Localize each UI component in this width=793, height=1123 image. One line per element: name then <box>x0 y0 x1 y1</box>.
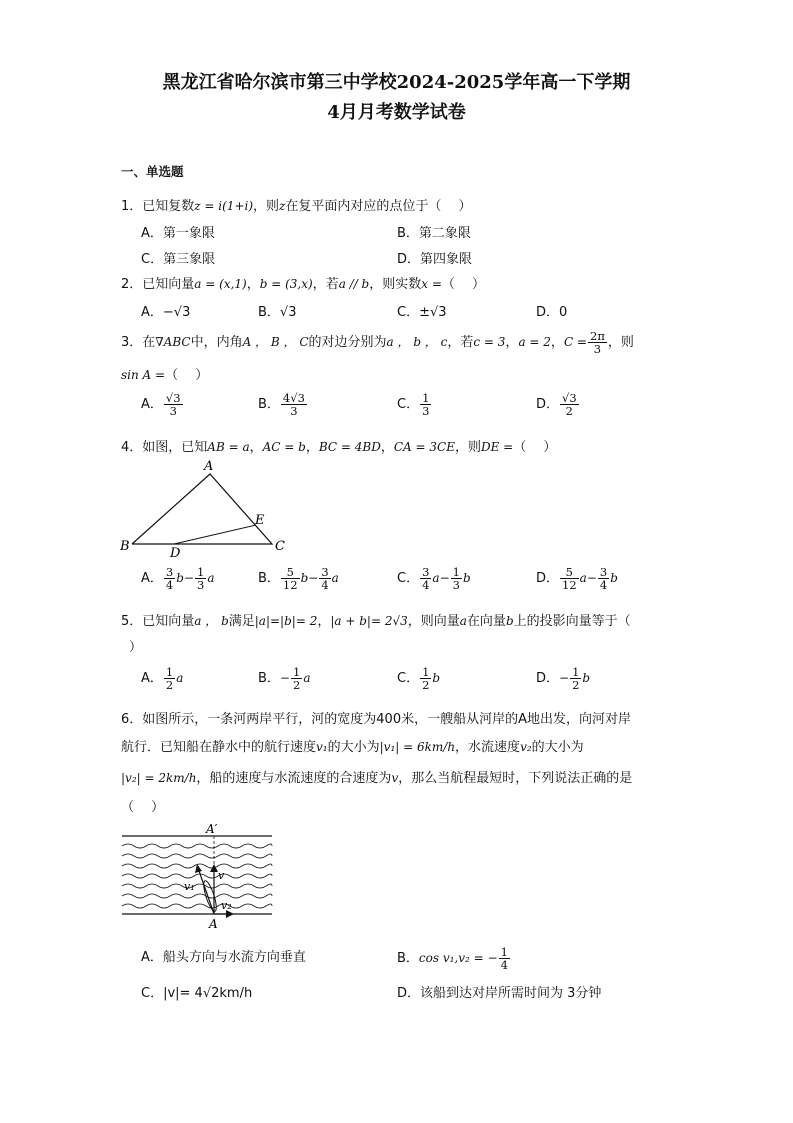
triangle-outline <box>132 474 272 544</box>
q3-mid2: 的对边分别为 <box>308 335 387 351</box>
q6-v1-magnitude: |v₁| = 6km/h <box>379 740 456 754</box>
q5-vb: b <box>505 614 514 628</box>
q3-stem: 3．在 <box>121 335 156 351</box>
q1-var: z <box>279 199 286 213</box>
page-title-line2: 4月月考数学试卷 <box>327 102 466 123</box>
question-1 <box>121 195 472 214</box>
q2-var: x = <box>421 277 442 291</box>
q5-option-a: A． $\frac{1}{2}$ a <box>141 665 184 693</box>
q3-option-b: B． $\frac{4√3}{3}$ <box>258 391 305 419</box>
q5-tail2: 在向量 <box>466 614 506 629</box>
label-a-prime: A′ <box>206 822 218 836</box>
q2-sep: ， <box>246 277 260 292</box>
q5-option-d: D．− $\frac{1}{2}$ b <box>536 665 591 693</box>
river-wave-1 <box>122 844 272 848</box>
vector-v1-head <box>195 864 202 873</box>
q5-close-paren: ） <box>129 640 143 655</box>
q4-paren: （ ） <box>513 440 557 455</box>
triangle-figure <box>118 458 298 558</box>
question-5: 5．已知向量a ， b满足|a|=|b|= 2，|a + b|= 2√3，则向量a在向量b上的投影向量等于（ <box>121 614 631 629</box>
label-a: A <box>204 459 214 474</box>
q5-option-c: C． $\frac{1}{2}$ b <box>397 665 441 693</box>
q3-paren: （ ） <box>165 368 209 383</box>
q4-option-b: B． $\frac{5}{12}$ b− $\frac{3}{4}$ a <box>258 565 339 593</box>
q1-tail2: 在复平面内对应的点位于（ ） <box>285 199 472 214</box>
q2-paren: （ ） <box>441 277 486 292</box>
question-6-paren: （ ） <box>121 800 165 815</box>
question-6-line3: |v₂| = 2km/h，船的速度与水流速度的合速度为v，那么当航程最短时，下列说法正确的是 <box>121 771 633 786</box>
q3-option-c: C． $\frac{1}{3}$ <box>397 391 430 419</box>
q4-v2: AC = b <box>262 440 306 454</box>
label-v: v <box>218 869 225 882</box>
q4-v3: BC = 4BD <box>318 440 381 454</box>
q1-stem: 1．已知复数 <box>121 199 195 214</box>
q1-option-b: B．第二象限 <box>397 226 471 241</box>
label-e: E <box>255 513 265 528</box>
q6-option-b: B．cos v₁,v₂ = − $\frac{1}{4}$ <box>397 945 508 973</box>
q3-sides: a ， b ， c <box>386 335 448 350</box>
q6-v1: v₁ <box>316 740 328 754</box>
q6-v2-magnitude: |v₂| = 2km/h <box>121 771 197 785</box>
q2-tail: ，则实数 <box>369 277 422 292</box>
q3-triangle: ∇ABC <box>155 335 191 350</box>
q3-a: a = 2 <box>518 335 551 350</box>
q4-option-d: D． $\frac{5}{12}$ a− $\frac{3}{4}$ b <box>536 565 618 593</box>
label-v2: v₂ <box>221 899 232 912</box>
river-wave-2 <box>122 854 272 858</box>
q3-angle-c: C = <box>563 335 587 350</box>
q5-va: a <box>459 614 467 628</box>
river-wave-4 <box>122 874 272 878</box>
q5-cond2: |a + b|= 2√3 <box>330 614 408 628</box>
q6-option-c: C．|v|= 4√2km/h <box>141 986 253 1001</box>
q3-cond: ，若 <box>447 335 474 351</box>
label-a-bottom: A <box>209 917 218 930</box>
q6-option-a: A．船头方向与水流方向垂直 <box>141 950 306 965</box>
river-wave-5 <box>122 884 272 888</box>
q1-option-c: C．第三象限 <box>141 252 216 267</box>
q2-option-b: B．√3 <box>258 305 297 320</box>
q2-vector-b: b = (3,x) <box>259 277 313 291</box>
q3-c: c = 3 <box>473 335 506 350</box>
vector-v1-arrow <box>198 868 214 914</box>
label-b: B <box>120 539 130 554</box>
q3-option-a: A． $\frac{√3}{3}$ <box>141 391 181 419</box>
q5-cond1: |a|=|b|= 2 <box>254 614 318 628</box>
q3-mid: 中，内角 <box>190 335 243 351</box>
q2-option-a: A．−√3 <box>141 305 191 320</box>
q2-option-d: D．0 <box>536 305 568 320</box>
river-wave-7 <box>122 904 272 908</box>
question-3-line2 <box>121 364 208 383</box>
q6-v2: v₂ <box>520 740 532 754</box>
q5-option-b: B．− $\frac{1}{2}$ a <box>258 665 311 693</box>
q5-mid: 满足 <box>228 614 255 629</box>
q5-vars: a ， b <box>194 614 229 628</box>
q5-tail: ，则向量 <box>407 614 460 629</box>
question-4: 4．如图，已知AB = a，AC = b，BC = 4BD，CA = 3CE，则DE =（ ） <box>121 440 557 455</box>
q4-v1: AB = a <box>207 440 250 454</box>
q2-stem: 2．已知向量 <box>121 277 195 292</box>
question-6-line2: 航行．已知船在静水中的航行速度v₁的大小为|v₁| = 6km/h，水流速度v₂的大小为 <box>121 740 584 755</box>
q3-option-d: D． $\frac{√3}{2}$ <box>536 391 577 419</box>
q1-tail: ，则 <box>253 199 280 214</box>
q2-parallel: a // b <box>338 277 370 291</box>
label-d: D <box>170 546 181 558</box>
q1-expr: z = i(1+i) <box>194 199 254 213</box>
q4-v4: CA = 3CE <box>393 440 455 454</box>
q4-v5: DE = <box>480 440 514 454</box>
q1-option-a: A．第一象限 <box>141 226 215 241</box>
q2-cond: ，若 <box>312 277 339 292</box>
river-wave-6 <box>122 894 272 898</box>
page-title-line1: 黑龙江省哈尔滨市第三中学校2024-2025学年高一下学期 <box>162 72 631 93</box>
label-c: C <box>275 539 285 554</box>
q5-stem: 5．已知向量 <box>121 614 195 629</box>
q4-stem: 4．如图，已知 <box>121 440 208 455</box>
question-3: 3．在∇ABC中，内角A ， B ， C的对边分别为a ， b ， c，若c = 3，a = 2，C = $\frac{2\pi}{3}$ ，则 <box>121 329 634 357</box>
question-2 <box>121 273 485 292</box>
q6-v: v <box>391 771 399 785</box>
q2-vector-a: a = (x,1) <box>194 277 247 291</box>
question-6-line1: 6．如图所示，一条河两岸平行，河的宽度为400米，一艘船从河岸的A地出发，向河对岸 <box>121 712 631 727</box>
q4-tail: ，则 <box>454 440 481 455</box>
q3-sin-a: sin A = <box>121 368 166 382</box>
q4-option-a: A． $\frac{3}{4}$ b− $\frac{1}{3}$ a <box>141 565 215 593</box>
q6-option-d: D．该船到达对岸所需时间为 3分钟 <box>397 986 602 1001</box>
label-v1: v₁ <box>184 880 195 893</box>
river-figure <box>118 822 278 930</box>
q3-angles: A ， B ， C <box>242 335 309 350</box>
q3-end: ，则 <box>607 335 634 351</box>
q2-option-c: C．±√3 <box>397 305 447 320</box>
q4-option-c: C． $\frac{3}{4}$ a− $\frac{1}{3}$ b <box>397 565 471 593</box>
section-heading: 一、单选题 <box>121 164 184 179</box>
q3-angle-c-fraction: $\frac{2\pi}{3}$ <box>590 329 605 357</box>
q1-option-d: D．第四象限 <box>397 252 473 267</box>
q5-tail3: 上的投影向量等于（ <box>513 614 631 629</box>
segment-de <box>174 525 256 544</box>
